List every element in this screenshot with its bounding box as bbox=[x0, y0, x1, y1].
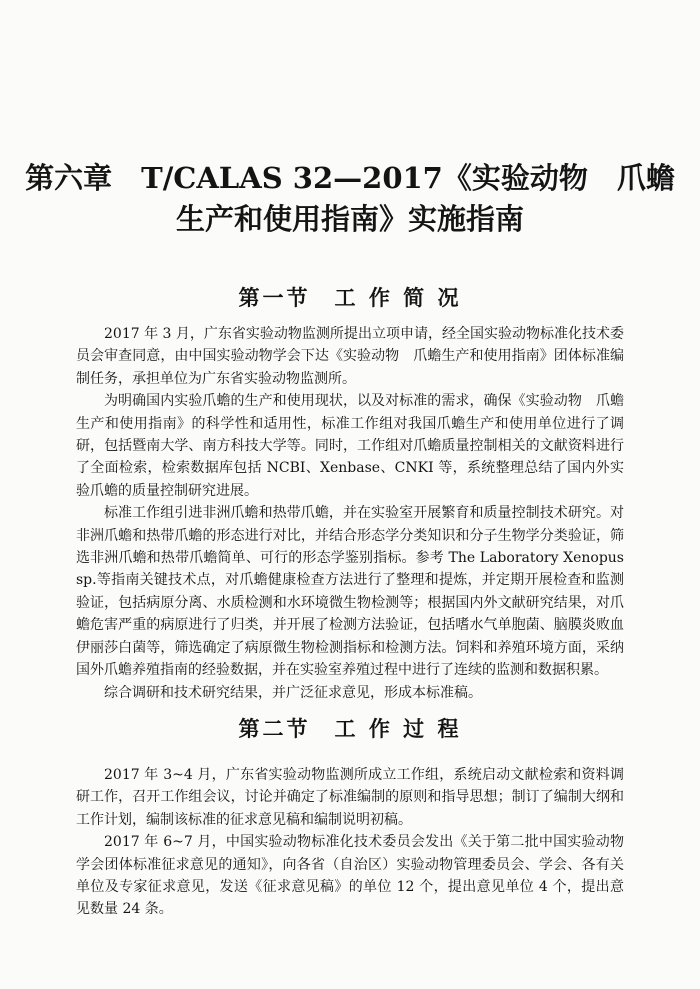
paragraph: 2017 年 6~7 月，中国实验动物标准化技术委员会发出《关于第二批中国实验动物学会团体标准征求意见的通知》，向各省（自治区）实验动物管理委员会、学会、各有关单位及专家征求意见，发送《征求意见稿》的单位 12 个，提出意见单位 4 个，提出意见数量 24 条。 bbox=[76, 834, 624, 918]
section-1-body bbox=[76, 323, 624, 704]
paragraph: 2017 年 3 月，广东省实验动物监测所提出立项申请，经全国实验动物标准化技术委员会审查同意，由中国实验动物学会下达《实验动物 爪蟾生产和使用指南》团体标准编制任务，承担单位为广东省实验动物监测所。 bbox=[76, 326, 624, 387]
section-2-title: 第二节 工 作 过 程 bbox=[238, 716, 462, 741]
paragraph: 标准工作组引进非洲爪蟾和热带爪蟾，并在实验室开展繁育和质量控制技术研究。对非洲爪蟾和热带爪蟾的形态进行对比，并结合形态学分类知识和分子生物学分类验证，筛选非洲爪蟾和热带爪蟾简单、可行的形态学鉴别指标。参考 The Laboratory Xenopus sp.等指南关键技术点，对爪蟾健康检查方法进行了整理和提炼，并定期开展检查和监测验证，包括病原分离、水质检测和水环境微生物检测等；根据国内外文献研究结果，对爪蟾危害严重的病原进行了归类，并开展了检测方法验证，包括嗜水气单胞菌、脑膜炎败血伊丽莎白菌等，筛选确定了病原微生物检测指标和检测方法。饲料和养殖环境方面，采纳国外爪蟾养殖指南的经验数据，并在实验室养殖过程中进行了连续的监测和数据积累。 bbox=[76, 505, 624, 679]
section-2-body bbox=[76, 764, 624, 921]
chapter-title-line-2: 生产和使用指南》实施指南 bbox=[175, 202, 524, 236]
paragraph: 2017 年 3~4 月，广东省实验动物监测所成立工作组，系统启动文献检索和资料调研工作，召开工作组会议，讨论并确定了标准编制的原则和指导思想；制订了编制大纲和工作计划，编制该标准的征求意见稿和编制说明初稿。 bbox=[76, 767, 624, 828]
section-1-title: 第一节 工 作 简 况 bbox=[238, 285, 462, 310]
paragraph: 综合调研和技术研究结果，并广泛征求意见，形成本标准稿。 bbox=[104, 684, 482, 701]
paragraph: 为明确国内实验爪蟾的生产和使用现状，以及对标准的需求，确保《实验动物 爪蟾生产和使用指南》的科学性和适用性，标准工作组对我国爪蟾生产和使用单位进行了调研，包括暨南大学、南方科技大学等。同时，工作组对爪蟾质量控制相关的文献资料进行了全面检索，检索数据库包括 NCBI、Xenbase、CNKI 等，系统整理总结了国内外实验爪蟾的质量控制研究进展。 bbox=[76, 393, 624, 499]
chapter-title-line-1: 第六章 T/CALAS 32—2017《实验动物 爪蟾 bbox=[25, 161, 675, 195]
